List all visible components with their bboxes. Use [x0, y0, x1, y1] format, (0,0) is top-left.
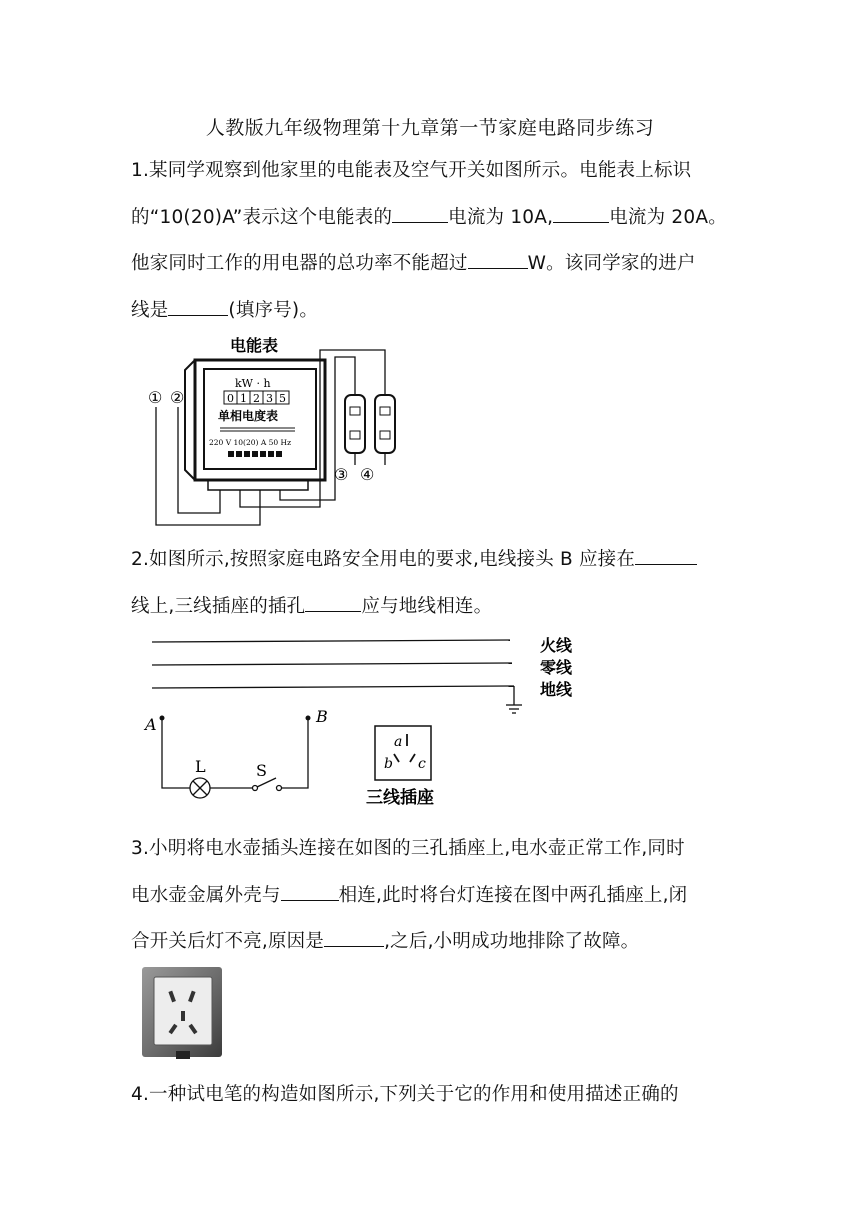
q1-text-3a: 他家同时工作的用电器的总功率不能超过 — [131, 253, 468, 274]
q1-text-3b: W。该同学家的进户 — [527, 253, 696, 274]
q1-line-1 — [131, 148, 736, 195]
live-wire-label: 火线 — [540, 636, 573, 655]
lamp-symbol — [190, 778, 210, 798]
q3-text-1: 3.小明将电水壶插头连接在如图的三孔插座上,电水壶正常工作,同时 — [131, 838, 685, 859]
q2-line-2 — [131, 584, 736, 631]
electric-meter-figure — [140, 335, 405, 530]
wire-label-3: ③ — [334, 465, 349, 484]
socket-hole-b: b — [384, 756, 393, 772]
household-circuit-figure — [140, 630, 600, 812]
answer-blank[interactable] — [305, 591, 361, 612]
meter-digit: 2 — [253, 392, 260, 405]
meter-digits — [224, 391, 289, 405]
q1-text-4b: (填序号)。 — [228, 299, 319, 321]
socket-hole-a: a — [394, 734, 403, 750]
socket-label: 三线插座 — [366, 788, 434, 808]
switch-label: S — [256, 761, 267, 780]
meter-spec: 220 V 10(20) A 50 Hz — [209, 438, 292, 447]
meter-heading: 电能表 — [230, 336, 279, 355]
q3-line-1 — [131, 826, 736, 873]
q1-line-4 — [131, 288, 736, 335]
meter-name: 单相电度表 — [218, 409, 279, 423]
q1-text-2b: 电流为 10A, — [448, 206, 554, 228]
wall-socket-photo — [140, 965, 226, 1063]
neutral-wire — [152, 663, 512, 665]
q2-text-2b: 应与地线相连。 — [361, 595, 493, 617]
terminal-b-label: B — [316, 707, 328, 726]
q3-line-2 — [131, 873, 736, 920]
wire-label-1: ① — [148, 388, 163, 407]
meter-digit: 3 — [266, 392, 273, 405]
question-2 — [131, 537, 736, 630]
wire-label-4: ④ — [360, 465, 375, 484]
q2-text-1a: 2.如图所示,按照家庭电路安全用电的要求,电线接头 B 应接在 — [131, 549, 636, 570]
answer-blank[interactable] — [468, 248, 528, 269]
question-3 — [131, 826, 736, 966]
q3-text-2b: 相连,此时将台灯连接在图中两孔插座上,闭 — [338, 884, 688, 906]
meter-unit: kW · h — [235, 377, 271, 390]
neutral-wire-label: 零线 — [540, 658, 573, 677]
document-title: 人教版九年级物理第十九章第一节家庭电路同步练习 — [205, 117, 655, 139]
q2-text-2a: 线上,三线插座的插孔 — [131, 595, 306, 617]
q1-text-2c: 电流为 20A。 — [609, 206, 727, 228]
question-4 — [131, 1072, 736, 1119]
three-hole-socket — [375, 726, 431, 780]
answer-blank[interactable] — [635, 544, 697, 565]
air-switch-right — [375, 395, 395, 465]
live-wire — [152, 640, 510, 642]
socket-hole-c: c — [418, 756, 426, 772]
question-1 — [131, 148, 736, 334]
q3-line-3 — [131, 919, 736, 966]
q1-line-2 — [131, 195, 736, 242]
q1-text-4a: 线是 — [131, 299, 169, 321]
q3-text-2a: 电水壶金属外壳与 — [131, 884, 281, 906]
ground-symbol — [506, 686, 522, 713]
q1-line-3 — [131, 241, 736, 288]
terminal-a-label: A — [145, 715, 157, 734]
q3-text-3b: ,之后,小明成功地排除了故障。 — [384, 931, 640, 952]
q1-text-1: 1.某同学观察到他家里的电能表及空气开关如图所示。电能表上标识 — [131, 160, 692, 181]
meter-digit: 0 — [227, 392, 234, 405]
ground-wire — [152, 686, 514, 688]
q4-line-1 — [131, 1072, 736, 1119]
meter-digit: 5 — [279, 392, 286, 405]
q2-line-1 — [131, 537, 736, 584]
ground-wire-label: 地线 — [540, 680, 573, 699]
answer-blank[interactable] — [168, 295, 228, 316]
q3-text-3a: 合开关后灯不亮,原因是 — [131, 931, 325, 952]
q1-text-2a: 的“10(20)A”表示这个电能表的 — [131, 206, 393, 228]
answer-blank[interactable] — [281, 880, 339, 901]
meter-digit: 1 — [240, 392, 247, 405]
answer-blank[interactable] — [553, 202, 609, 223]
answer-blank[interactable] — [324, 926, 384, 947]
answer-blank[interactable] — [392, 202, 448, 223]
wire-label-2: ② — [170, 388, 185, 407]
air-switch-left — [345, 395, 365, 465]
q4-text-1: 4.一种试电笔的构造如图所示,下列关于它的作用和使用描述正确的 — [131, 1084, 679, 1105]
lamp-label: L — [195, 757, 206, 776]
meter-display-bar — [228, 451, 282, 457]
